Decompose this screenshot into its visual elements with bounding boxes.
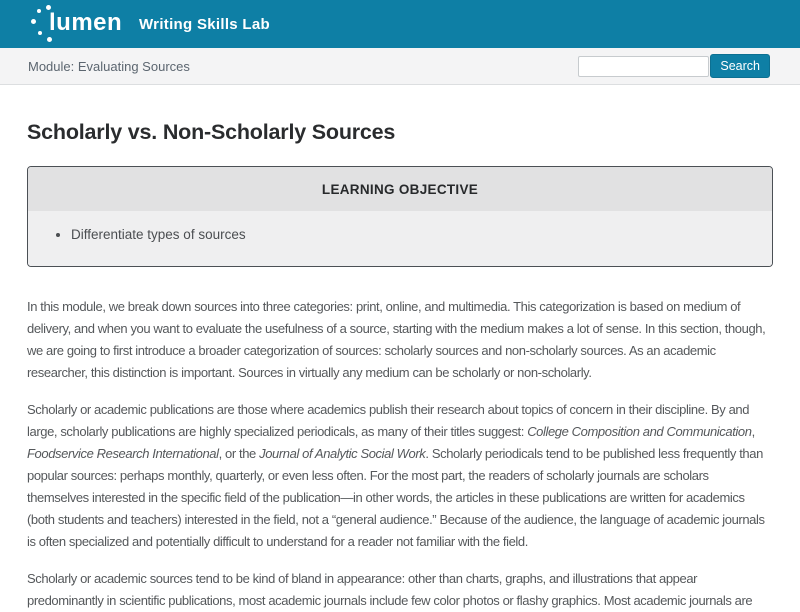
paragraph-appearance: Scholarly or academic sources tend to be kind of bland in appearance: other than charts, graphs, and illustrations that appear predominantly in scientific publications, most academic journals include few color photos or flashy graphics. Most academic journals are (27, 571, 753, 608)
logo-dot-icon (38, 31, 42, 35)
learning-objective-title: LEARNING OBJECTIVE (28, 167, 772, 211)
app-header (0, 0, 800, 48)
learning-objective-list (44, 227, 756, 242)
logo-dot-icon (47, 37, 52, 42)
search-input[interactable] (578, 56, 709, 77)
search-button[interactable]: Search (710, 54, 770, 78)
journal-title-3: Journal of Analytic Social Work (259, 446, 426, 461)
search-group (578, 54, 770, 78)
learning-objective-item: • Differentiate types of sources (71, 227, 756, 242)
article-body (27, 296, 773, 612)
p2-text-2: , (751, 424, 755, 439)
p2-text-4: . Scholarly periodicals tend to be published less frequently than popular sources: perhaps monthly, quarterly, or even less often. For the most part, the readers of scholarly journals are scholars themselves interested in the specific field of the publication—in other words, the articles in these publications are written for academics (both students and teachers) interested in the field, not a “general audience.” Because of the audience, the language of academic journals is often specialized and potentially difficult to understand for a reader not familiar with the field. (27, 446, 765, 549)
module-breadcrumb: Module: Evaluating Sources (28, 58, 190, 74)
p2-text-1: Scholarly or academic publications are those where academics publish their research about topics of concern in their discipline. By and large, scholarly publications are highly specialized periodicals, as many of their titles suggest: (27, 402, 750, 439)
paragraph-scholarly-publications (27, 399, 773, 553)
main-content (0, 120, 800, 612)
logo-wordmark: lumen (49, 9, 123, 36)
module-bar (0, 48, 800, 85)
course-title-link[interactable]: Writing Skills Lab (139, 15, 270, 33)
journal-title-1: College Composition and Communication (527, 424, 752, 439)
page-title: Scholarly vs. Non-Scholarly Sources (27, 120, 396, 144)
logo-dot-icon (31, 19, 36, 24)
journal-title-2: Foodservice Research International (27, 446, 219, 461)
paragraph-intro: In this module, we break down sources into three categories: print, online, and multimedia. This categorization is based on medium of delivery, and when you want to evaluate the usefulness of a source, starting with the medium makes a lot of sense. In this section, though, we are going to first introduce a broader categorization of sources: scholarly sources and non-scholarly sources. As an academic researcher, this distinction is important. Sources in virtually any medium can be scholarly or non-scholarly. (27, 299, 766, 380)
p2-text-3: , or the (218, 446, 260, 461)
learning-objective-box (27, 166, 773, 267)
learning-objective-body (28, 211, 772, 266)
logo-dot-icon (37, 9, 41, 13)
lumen-logo[interactable] (31, 0, 123, 48)
